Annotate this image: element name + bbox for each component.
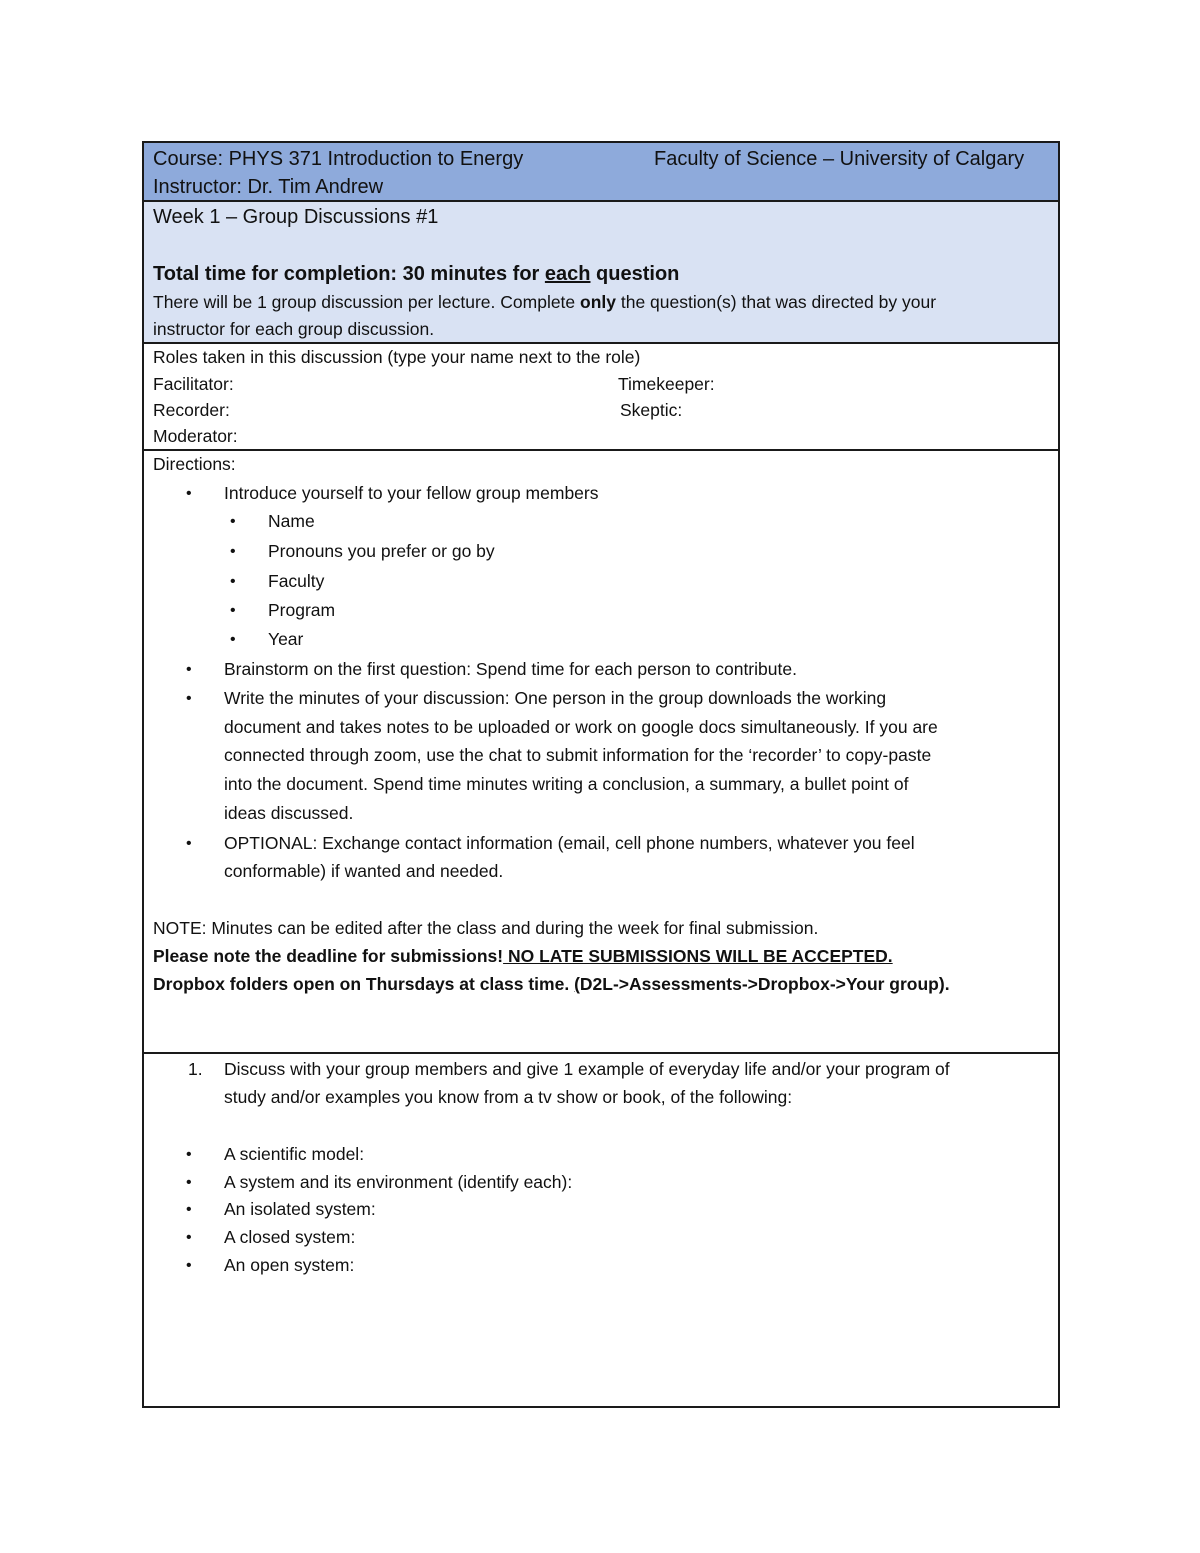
direction-minutes-line: Write the minutes of your discussion: One person in the group downloads the working (224, 688, 887, 708)
minutes-note: NOTE: Minutes can be edited after the class and during the week for final submission. (153, 918, 819, 938)
question-number: 1. (188, 1059, 203, 1079)
sub-item-year: Year (268, 629, 304, 649)
week-title: Week 1 – Group Discussions #1 (153, 206, 439, 228)
directions-heading: Directions: (153, 454, 236, 474)
bullet-icon: • (186, 1229, 192, 1246)
faculty-name: Faculty of Science – University of Calgary (654, 148, 1025, 170)
bullet-icon: • (230, 602, 236, 619)
direction-optional-line: OPTIONAL: Exchange contact information (email, cell phone numbers, whatever you feel (224, 833, 915, 853)
answer-item-closed-system[interactable]: A closed system: (224, 1227, 356, 1247)
bullet-icon: • (230, 573, 236, 590)
dropbox-note: Dropbox folders open on Thursdays at class time. (D2L->Assessments->Dropbox->Your group). (153, 974, 950, 994)
sub-item-pronouns: Pronouns you prefer or go by (268, 541, 495, 561)
facilitator-field[interactable]: Facilitator: (153, 374, 234, 394)
instructor-name: Instructor: Dr. Tim Andrew (153, 176, 384, 198)
sub-item-name: Name (268, 511, 315, 531)
moderator-field[interactable]: Moderator: (153, 426, 238, 446)
recorder-field[interactable]: Recorder: (153, 400, 230, 420)
course-header (144, 143, 1058, 202)
roles-intro: Roles taken in this discussion (type your name next to the role) (153, 347, 641, 367)
worksheet-table (142, 141, 1060, 1408)
bullet-icon: • (186, 1174, 192, 1191)
bullet-icon: • (186, 1146, 192, 1163)
question-text-line: Discuss with your group members and give 1 example of everyday life and/or your program of (224, 1059, 950, 1079)
answer-item-scientific-model[interactable]: A scientific model: (224, 1144, 365, 1164)
sub-item-program: Program (268, 600, 336, 620)
direction-minutes-line: ideas discussed. (224, 803, 354, 823)
bullet-icon: • (186, 835, 192, 852)
discussion-note-line-2: instructor for each group discussion. (153, 319, 435, 339)
sub-item-faculty: Faculty (268, 571, 325, 591)
directions-section (144, 451, 1058, 1054)
deadline-note: Please note the deadline for submissions! NO LATE SUBMISSIONS WILL BE ACCEPTED. (153, 946, 893, 966)
bullet-icon: • (230, 513, 236, 530)
bullet-icon: • (186, 690, 192, 707)
skeptic-field[interactable]: Skeptic: (620, 400, 683, 420)
bullet-icon: • (230, 543, 236, 560)
bullet-icon: • (186, 1201, 192, 1218)
direction-optional-line: conformable) if wanted and needed. (224, 861, 504, 881)
answer-item-open-system[interactable]: An open system: (224, 1255, 355, 1275)
bullet-icon: • (186, 1257, 192, 1274)
direction-minutes-line: connected through zoom, use the chat to submit information for the ‘recorder’ to copy-paste (224, 745, 932, 765)
course-title: Course: PHYS 371 Introduction to Energy (153, 148, 524, 170)
bullet-icon: • (186, 485, 192, 502)
direction-minutes-line: into the document. Spend time minutes writing a conclusion, a summary, a bullet point of (224, 774, 909, 794)
timekeeper-field[interactable]: Timekeeper: (618, 374, 715, 394)
question-section (144, 1054, 1058, 1408)
answer-item-isolated-system[interactable]: An isolated system: (224, 1199, 376, 1219)
question-text-line: study and/or examples you know from a tv show or book, of the following: (224, 1087, 793, 1107)
week-section (144, 202, 1058, 344)
time-requirement: Total time for completion: 30 minutes for each question (153, 263, 680, 285)
bullet-icon: • (230, 631, 236, 648)
bullet-icon: • (186, 661, 192, 678)
discussion-note-line-1: There will be 1 group discussion per lecture. Complete only the question(s) that was directed by your (153, 292, 937, 312)
answer-item-system-environment[interactable]: A system and its environment (identify each): (224, 1172, 573, 1192)
roles-section (144, 344, 1058, 451)
direction-brainstorm: Brainstorm on the first question: Spend time for each person to contribute. (224, 659, 797, 679)
direction-minutes-line: document and takes notes to be uploaded or work on google docs simultaneously. If you are (224, 717, 938, 737)
direction-introduce: Introduce yourself to your fellow group members (224, 483, 599, 503)
